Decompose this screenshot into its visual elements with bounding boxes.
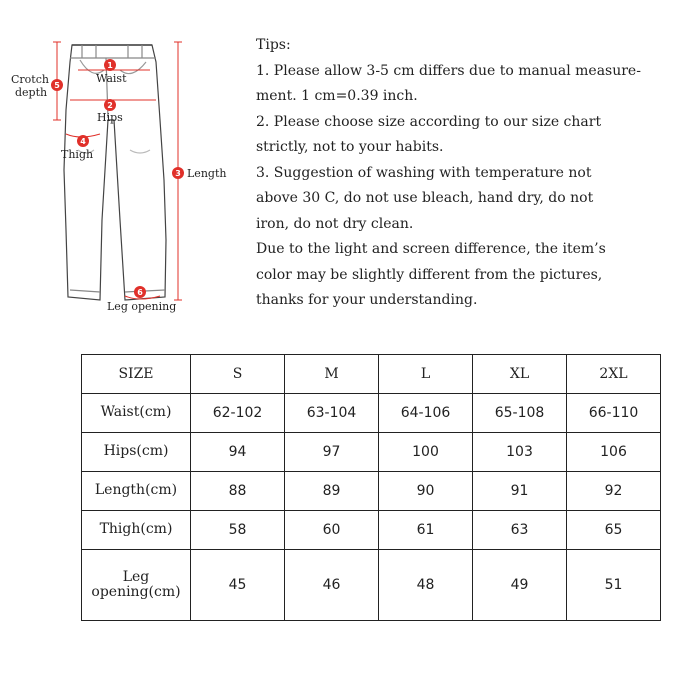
marker-6 xyxy=(134,286,146,298)
table-cell: 92 xyxy=(567,471,661,510)
tips-line: above 30 C, do not use bleach, hand dry, do not xyxy=(256,190,594,206)
table-cell: 88 xyxy=(191,471,285,510)
row-label-leg-opening xyxy=(82,549,191,620)
row-label-thigh: Thigh(cm) xyxy=(82,510,191,549)
table-cell: 63-104 xyxy=(285,393,379,432)
table-header-row xyxy=(82,355,661,394)
header-cell: 2XL xyxy=(567,355,661,394)
marker-2 xyxy=(104,99,116,111)
table-row xyxy=(82,549,661,620)
table-row xyxy=(82,432,661,471)
svg-text:4: 4 xyxy=(80,137,86,146)
marker-1 xyxy=(104,59,116,71)
table-cell: 58 xyxy=(191,510,285,549)
tips-line: Due to the light and screen difference, the item’s xyxy=(256,241,606,257)
marker-4 xyxy=(77,135,89,147)
table-cell: 94 xyxy=(191,432,285,471)
row-label-length: Length(cm) xyxy=(82,471,191,510)
tips-line: thanks for your understanding. xyxy=(256,292,478,308)
table-cell: 46 xyxy=(285,549,379,620)
marker-5 xyxy=(51,79,63,91)
header-cell: S xyxy=(191,355,285,394)
row-label-hips: Hips(cm) xyxy=(82,432,191,471)
table-cell: 62-102 xyxy=(191,393,285,432)
header-cell: L xyxy=(379,355,473,394)
crotch-depth-label-line2: depth xyxy=(15,86,48,99)
header-cell-size: SIZE xyxy=(82,355,191,394)
row-label-waist: Waist(cm) xyxy=(82,393,191,432)
length-label: Length xyxy=(187,167,227,180)
svg-text:5: 5 xyxy=(54,81,60,90)
tips-line: color may be slightly different from the pictures, xyxy=(256,266,603,283)
hips-label: Hips xyxy=(97,111,123,124)
table-cell: 65 xyxy=(567,510,661,549)
table-cell: 97 xyxy=(285,432,379,471)
pants-measurement-diagram xyxy=(0,0,250,330)
table-cell: 106 xyxy=(567,432,661,471)
marker-3 xyxy=(172,167,184,179)
crotch-depth-label-line1: Crotch xyxy=(11,73,49,86)
thigh-label: Thigh xyxy=(61,148,94,161)
header-cell: M xyxy=(285,355,379,394)
tips-line: 3. Suggestion of washing with temperature not xyxy=(256,164,592,181)
table-row xyxy=(82,393,661,432)
table-cell: 49 xyxy=(473,549,567,620)
table-row xyxy=(82,510,661,549)
tips-heading: Tips: xyxy=(256,37,291,53)
row-label-line: Leg xyxy=(122,568,150,585)
leg-opening-label: Leg opening xyxy=(107,300,177,313)
table-cell: 45 xyxy=(191,549,285,620)
tips-line: strictly, not to your habits. xyxy=(256,139,444,155)
tips-line: 2. Please choose size according to our size chart xyxy=(256,113,602,130)
table-cell: 65-108 xyxy=(473,393,567,432)
table-cell: 51 xyxy=(567,549,661,620)
table-cell: 63 xyxy=(473,510,567,549)
tips-text-block xyxy=(256,33,662,314)
table-cell: 61 xyxy=(379,510,473,549)
table-cell: 48 xyxy=(379,549,473,620)
waist-label: Waist xyxy=(96,72,127,85)
svg-text:2: 2 xyxy=(107,101,113,110)
size-chart-table xyxy=(81,354,661,621)
tips-line: 1. Please allow 3-5 cm differs due to manual measure- xyxy=(256,62,641,79)
svg-text:1: 1 xyxy=(107,61,113,70)
tips-line: iron, do not dry clean. xyxy=(256,215,414,232)
table-cell: 103 xyxy=(473,432,567,471)
tips-line: ment. 1 cm=0.39 inch. xyxy=(256,88,418,104)
table-cell: 89 xyxy=(285,471,379,510)
table-row xyxy=(82,471,661,510)
table-cell: 90 xyxy=(379,471,473,510)
table-cell: 91 xyxy=(473,471,567,510)
svg-text:6: 6 xyxy=(137,288,143,297)
table-cell: 60 xyxy=(285,510,379,549)
header-cell: XL xyxy=(473,355,567,394)
table-cell: 66-110 xyxy=(567,393,661,432)
row-label-line: opening(cm) xyxy=(91,583,181,600)
table-cell: 100 xyxy=(379,432,473,471)
table-cell: 64-106 xyxy=(379,393,473,432)
svg-text:3: 3 xyxy=(175,169,181,178)
